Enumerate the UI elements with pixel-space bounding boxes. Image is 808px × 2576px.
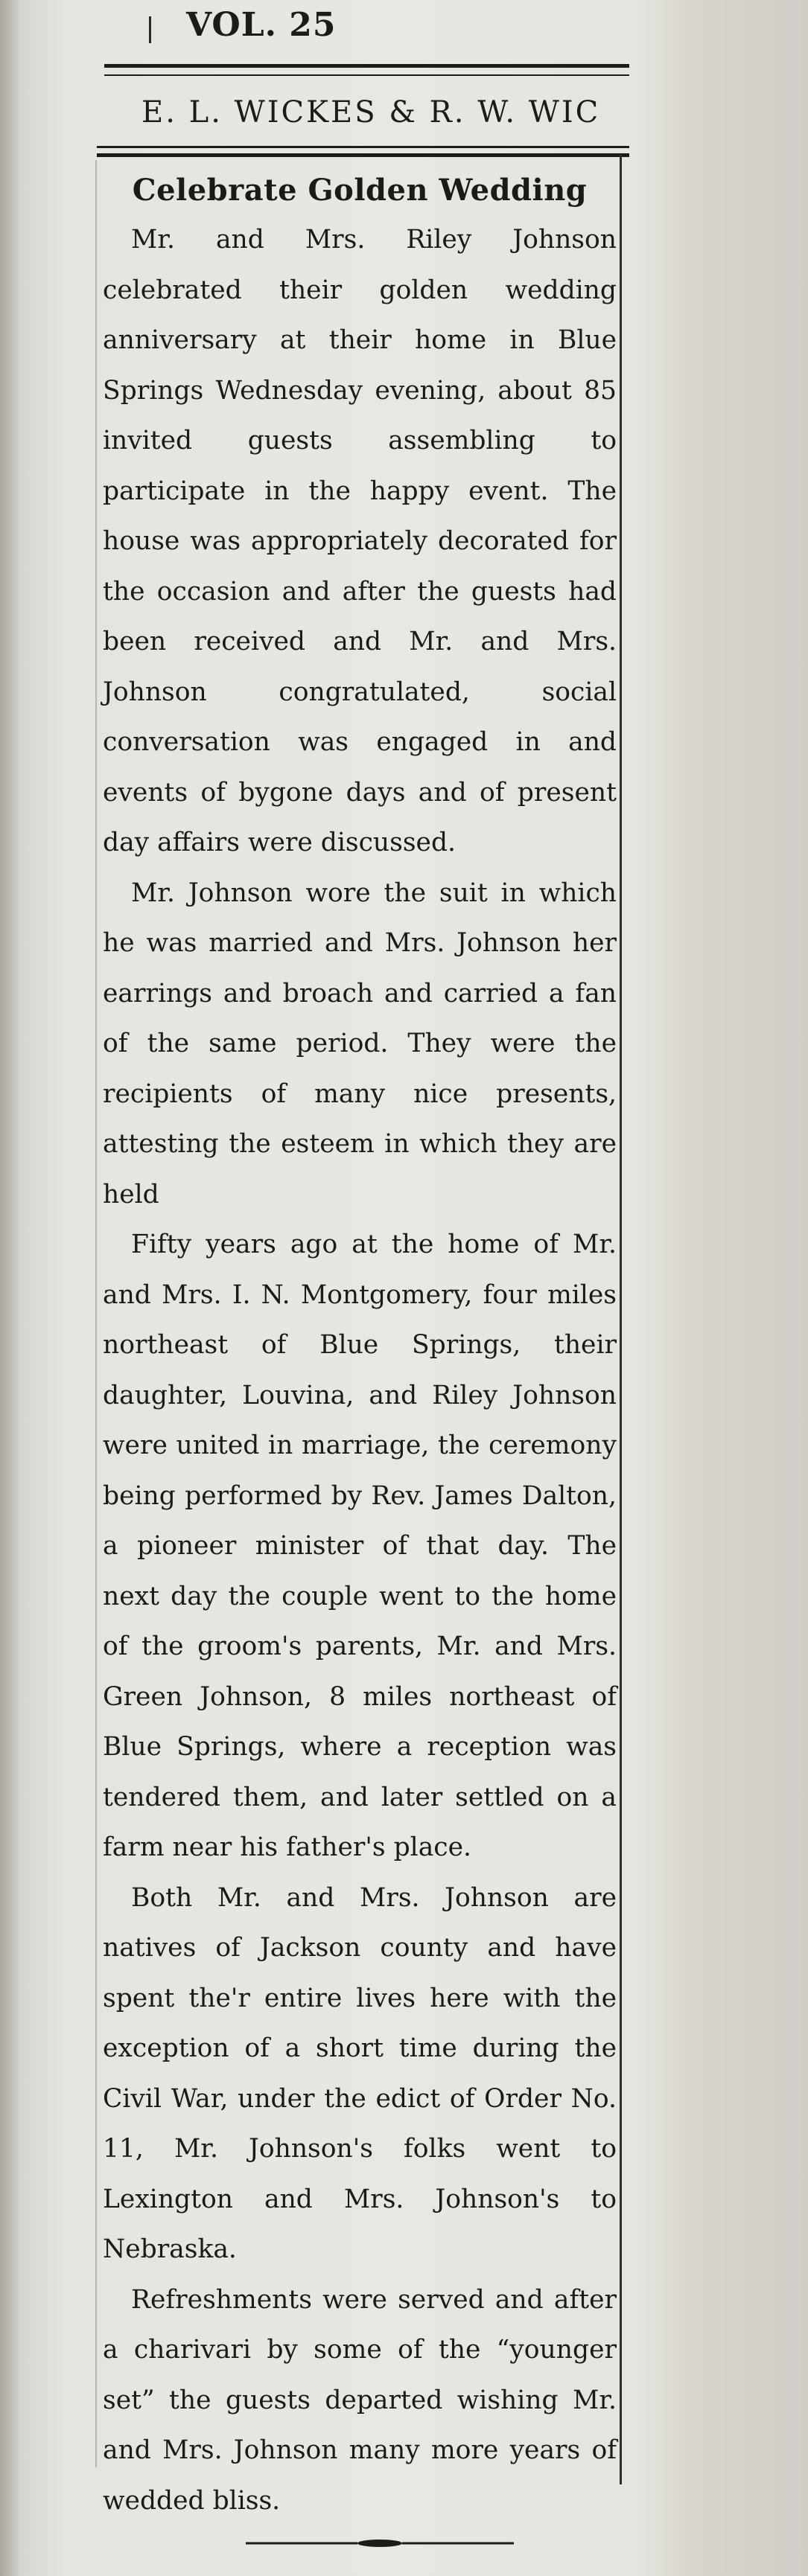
article: [103, 173, 617, 2526]
masthead-rule-top: [104, 64, 629, 68]
volume-label: VOL. 25: [186, 6, 337, 44]
page-edge: [637, 0, 808, 2576]
article-paragraph: Fifty years ago at the home of Mr. and Mrs. I. N. Montgomery, four miles northeast of Blue Springs, their daughter, Louvina, and Riley Johnson were united in marriage, the ceremony being performed by Rev. James Dalton, a pioneer minister of that day. The next day the couple went to the home of the groom's parents, Mr. and Mrs. Green Johnson, 8 miles northeast of Blue Springs, where a reception was tendered them, and later settled on a farm near his father's place.: [103, 1230, 617, 1862]
margin-tick: [149, 16, 151, 43]
article-paragraph: Both Mr. and Mrs. Johnson are natives of Jackson county and have spent the'r entire lives here with the exception of a short time during the Civil War, under the edict of Order No. 11, Mr. Johnson's folks went to Lexington and Mrs. Johnson's to Nebraska.: [103, 1882, 617, 2264]
header-rule-bottom-thick: [97, 153, 629, 157]
end-ornament-dash: [246, 2538, 514, 2548]
article-headline: Celebrate Golden Wedding: [132, 173, 588, 208]
article-paragraph: Mr. Johnson wore the suit in which he was married and Mrs. Johnson her earrings and broach and carried a fan of the same period. They were the recipients of many nice presents, attesting the esteem in which they are held: [103, 878, 617, 1209]
article-paragraph: Mr. and Mrs. Riley Johnson celebrated their golden wedding anniversary at their home in Blue Springs Wednesday evening, about 85 invited guests assembling to participate in the happy event. The house was appropriately decorated for the occasion and after the guests had been received and Mr. and Mrs. Johnson congratulated, social conversation was engaged in and events of bygone days and of present day affairs were discussed.: [103, 225, 617, 857]
column-rule-right: [620, 155, 622, 2484]
masthead-rule-top-thin: [104, 74, 629, 76]
article-paragraph: Refreshments were served and after a charivari by some of the “younger set” the guests departed wishing Mr. and Mrs. Johnson many more years of wedded bliss.: [103, 2284, 617, 2516]
publishers-line: E. L. WICKES & R. W. WIC: [141, 95, 601, 130]
column-rule-left: [95, 160, 97, 2467]
page-shadow: [0, 0, 21, 2576]
header-rule-bottom: [97, 146, 629, 148]
